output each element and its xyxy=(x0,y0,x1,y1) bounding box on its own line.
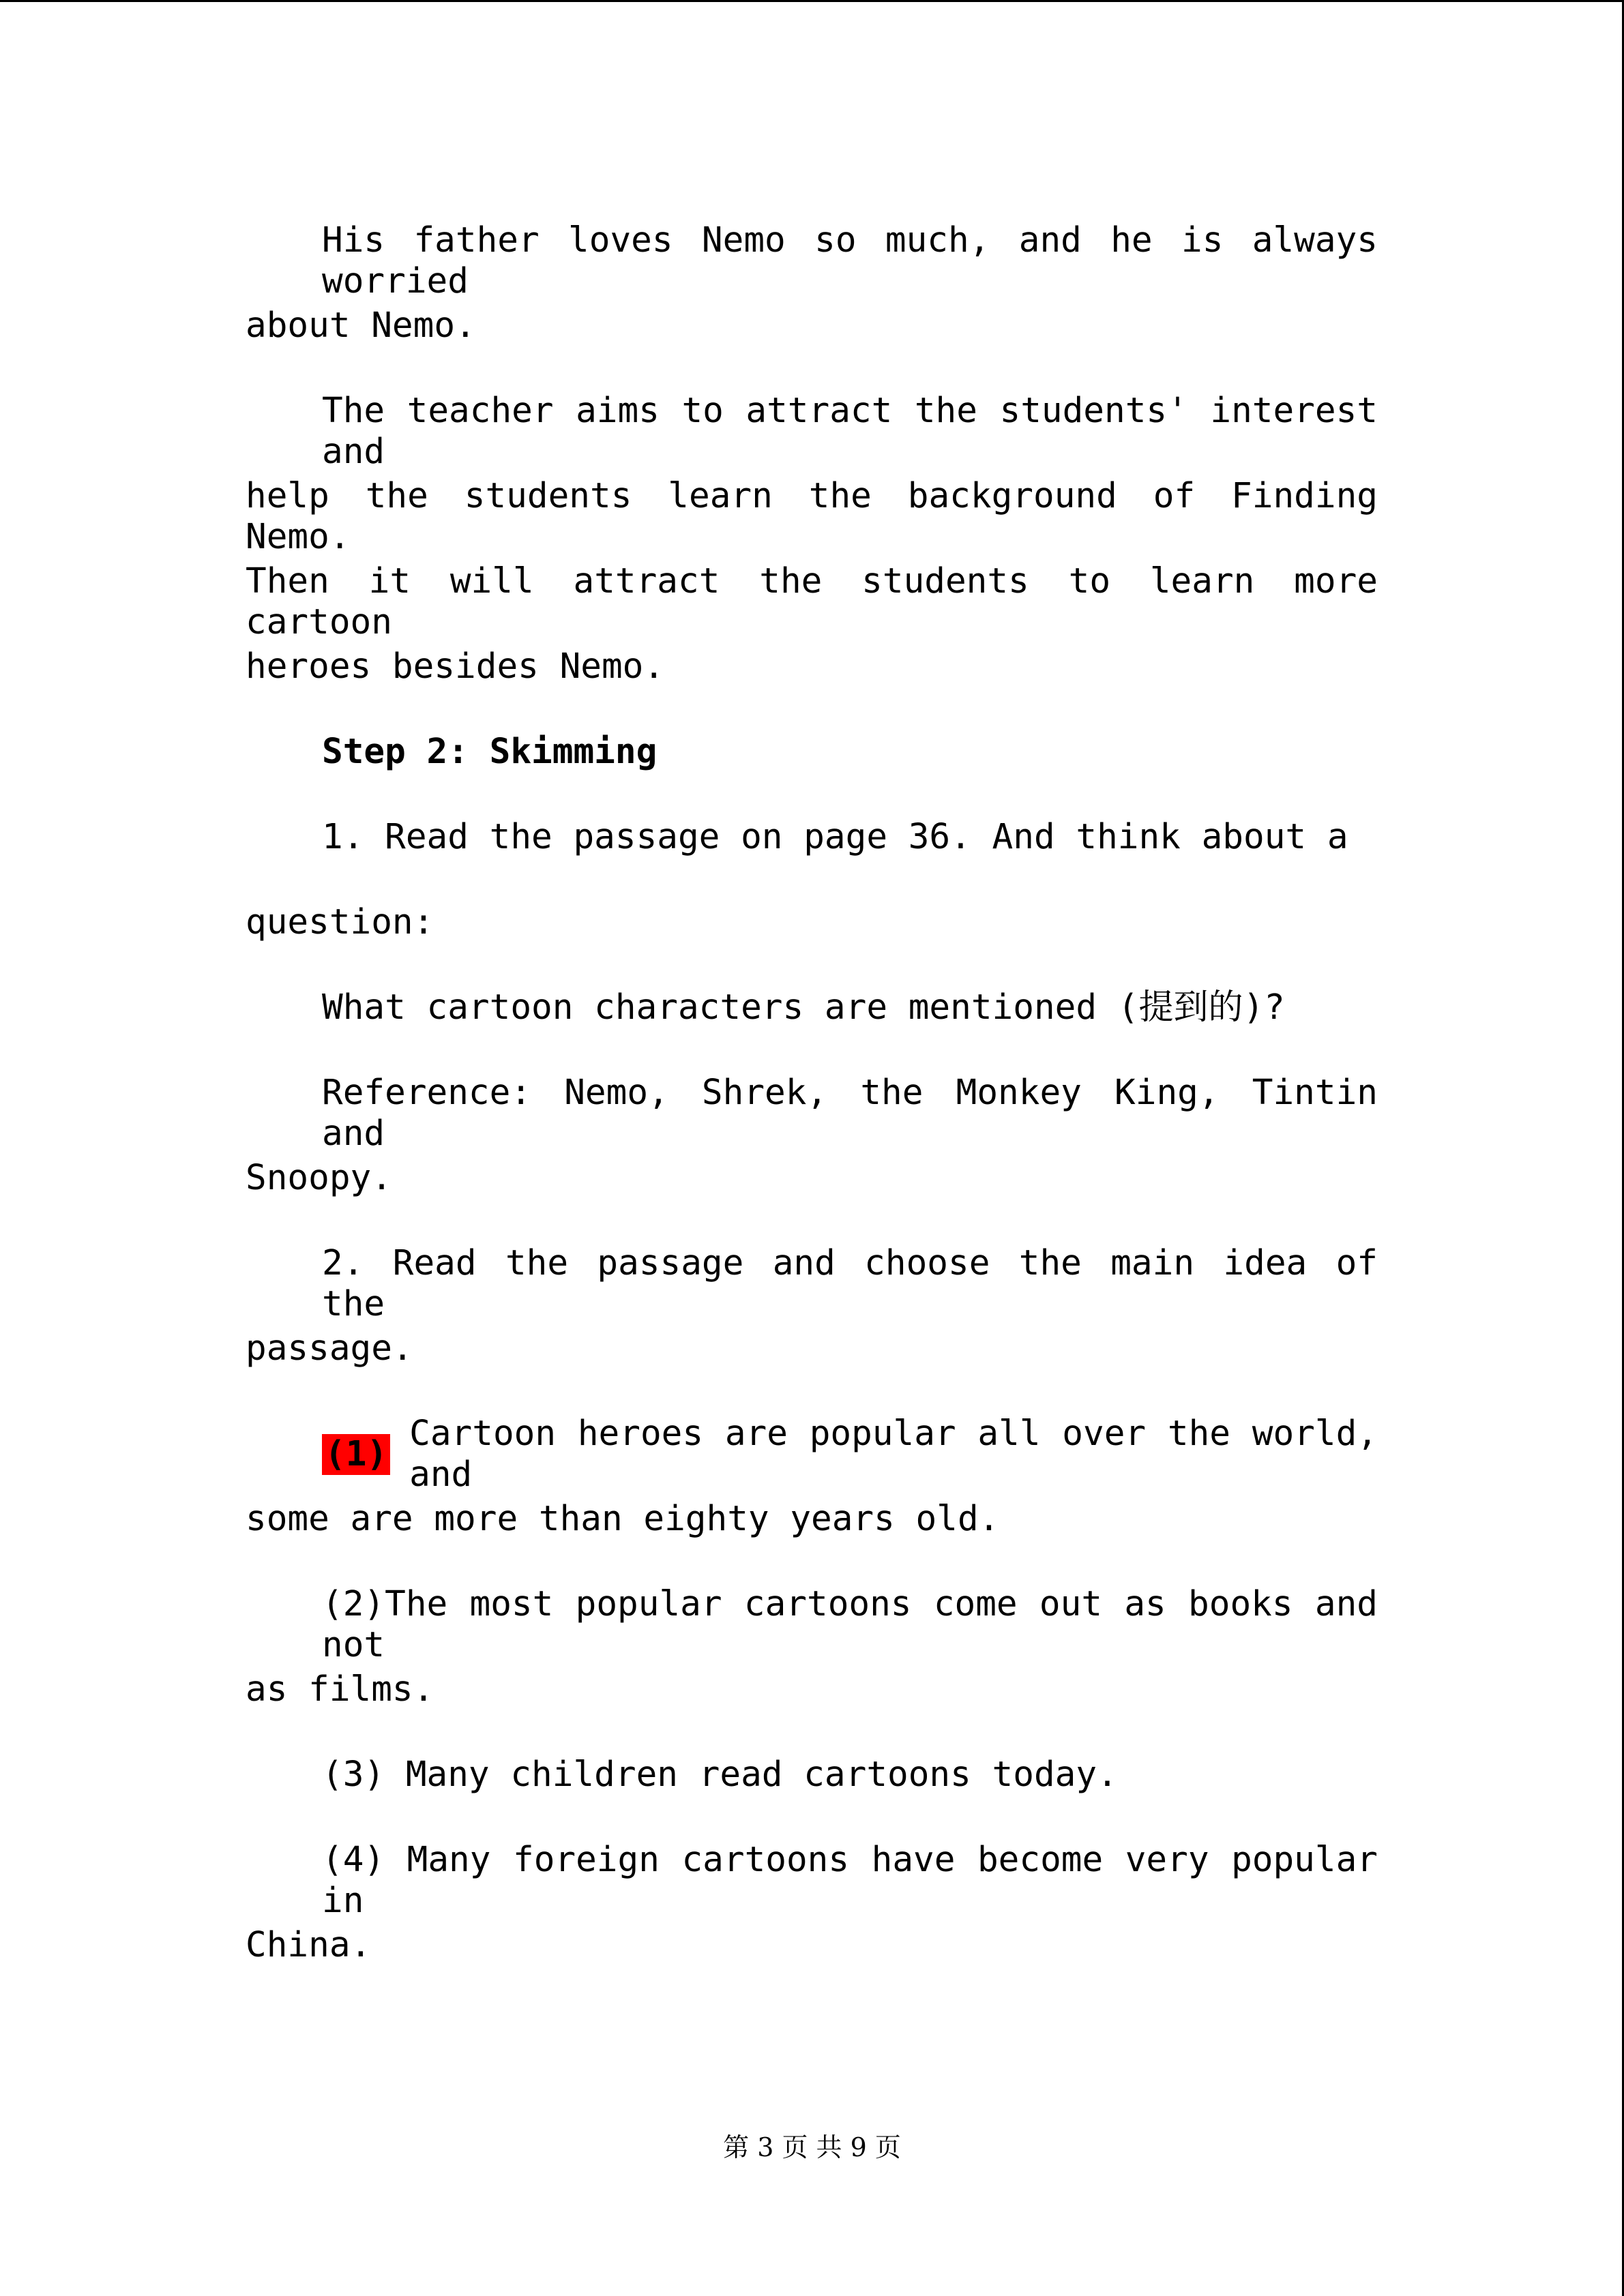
paragraph-line: 2. Read the passage and choose the main idea of the xyxy=(322,1243,1378,1324)
paragraph-line: about Nemo. xyxy=(246,305,476,346)
paragraph-line: His father loves Nemo so much, and he is always worried xyxy=(322,220,1378,301)
paragraph-line: What cartoon characters are mentioned (提到的)? xyxy=(322,987,1285,1028)
paragraph-line: Snoopy. xyxy=(246,1158,392,1198)
paragraph-line: some are more than eighty years old. xyxy=(246,1499,1000,1539)
paragraph-line: as films. xyxy=(246,1669,434,1710)
section-heading: Step 2: Skimming xyxy=(322,732,658,772)
paragraph-line: passage. xyxy=(246,1328,413,1369)
paragraph-line: 1. Read the passage on page 36. And think about a xyxy=(322,817,1348,857)
highlighted-marker: (1) xyxy=(322,1434,390,1475)
paragraph-line: (4) Many foreign cartoons have become very popular in xyxy=(322,1840,1378,1921)
paragraph-line: Cartoon heroes are popular all over the world, and xyxy=(409,1414,1378,1495)
paragraph-line: (3) Many children read cartoons today. xyxy=(322,1755,1118,1795)
paragraph-line: help the students learn the background of Finding Nemo. xyxy=(246,476,1378,557)
paragraph-line: Then it will attract the students to learn more cartoon xyxy=(246,561,1378,642)
paragraph-line: (2)The most popular cartoons come out as books and not xyxy=(322,1584,1378,1665)
paragraph-line: Reference: Nemo, Shrek, the Monkey King, Tintin and xyxy=(322,1073,1378,1154)
paragraph-line: heroes besides Nemo. xyxy=(246,646,665,687)
option-1-line xyxy=(322,1414,1378,1495)
paragraph-line: question: xyxy=(246,902,434,942)
paragraph-line: China. xyxy=(246,1925,372,1965)
page-number-footer: 第 3 页 共 9 页 xyxy=(723,2132,901,2162)
paragraph-line: The teacher aims to attract the students' interest and xyxy=(322,391,1378,472)
